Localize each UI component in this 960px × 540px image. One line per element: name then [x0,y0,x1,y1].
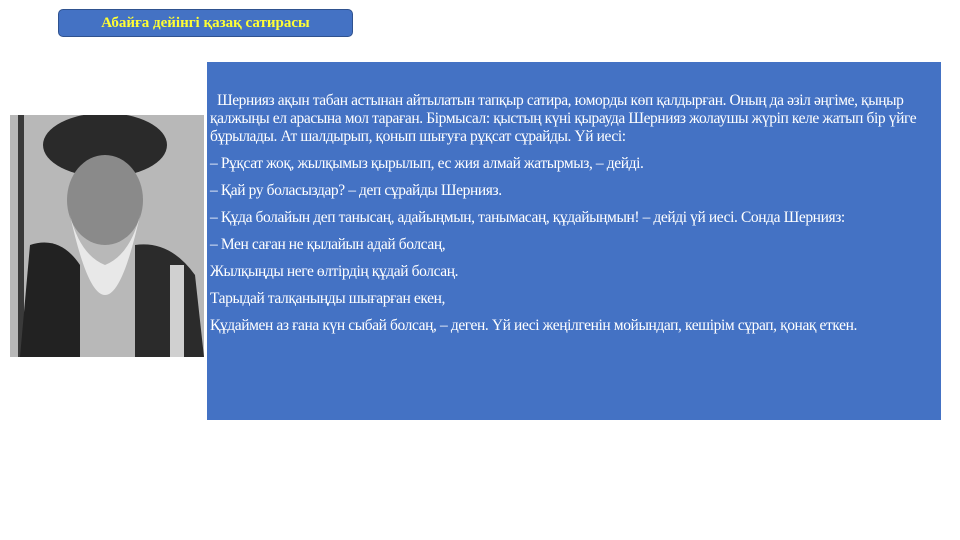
paragraph: – Мен саған не қылайын адай болсаң, [210,236,446,253]
paragraph: – Құда болайын деп танысаң, адайыңмын, танымасаң, құдайыңмын! – дейді үй иесі. Сонда Шернияз: [210,209,845,226]
paragraph: – Қай ру боласыздар? – деп сұрайды Шернияз. [210,182,502,199]
paragraph: Шернияз ақын табан астынан айтылатын тапқыр сатира, юморды көп қалдырған. Оның да әзіл әңгіме, қыңыр қалжыңы ел арасына мол тараған. Бірмысал: қыстың күні қырауда Шернияз жолаушы жүріп келе жатып бір үйге бұрылады. Ат шалдырып, қонып шығуға рұқсат сұрайды. Үй иесі: [210,92,920,145]
slide-title: Абайға дейінгі қазақ сатирасы [58,9,353,37]
text-content-box [207,62,941,420]
paragraph: Тарыдай талқаныңды шығарған екен, [210,290,445,307]
paragraph: – Рұқсат жоқ, жылқымыз қырылып, ес жия алмай жатырмыз, – дейді. [210,155,644,172]
portrait-image [10,115,204,357]
paragraph: Құдаймен аз ғана күн сыбай болсаң, – деген. Үй иесі жеңілгенін мойындап, кешірім сұрап, қонақ еткен. [210,317,857,334]
portrait-photo [10,115,204,357]
paragraph: Жылқыңды неге өлтірдің құдай болсаң. [210,263,459,280]
